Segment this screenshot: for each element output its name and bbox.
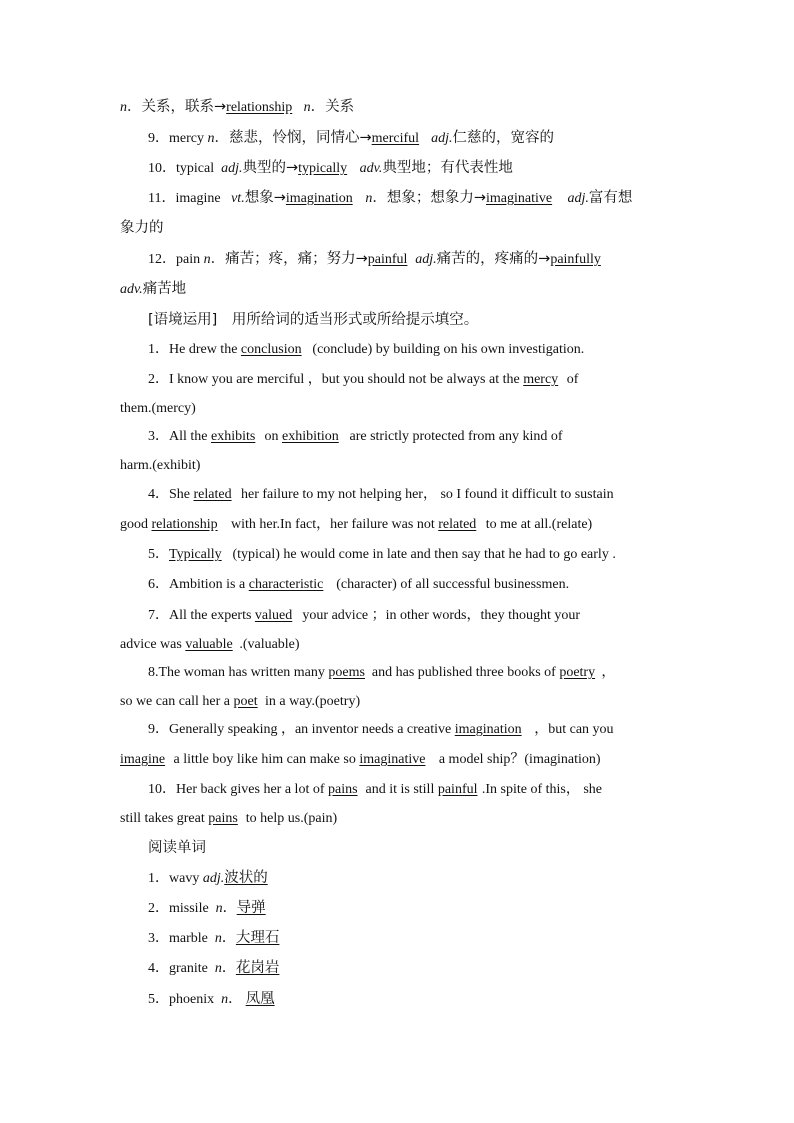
answer-blank: 大理石 bbox=[235, 930, 280, 946]
sentence-text: of bbox=[566, 372, 579, 387]
headword: wavy bbox=[169, 871, 200, 886]
sentence-text: Generally speaking ，an inventor needs a creative bbox=[169, 722, 452, 737]
sentence-text: She bbox=[169, 487, 190, 502]
sentence-4 bbox=[148, 485, 614, 505]
sentence-text: and has published three books of bbox=[371, 665, 556, 680]
item-number: 9． bbox=[148, 722, 169, 737]
headword: missile bbox=[169, 901, 209, 916]
item-number: 10． bbox=[148, 161, 176, 176]
answer-blank: typically bbox=[298, 161, 348, 176]
answer-blank: pains bbox=[208, 811, 238, 826]
section-heading-reading: 阅读单词 bbox=[148, 840, 206, 856]
sentence-text: (typical) he would come in late and then say that he had to go early . bbox=[232, 547, 616, 562]
meaning: ．慈悲，怜悯，同情心→ bbox=[214, 130, 372, 146]
reading-item-3 bbox=[148, 928, 279, 949]
sentence-text: Ambition is a bbox=[169, 577, 246, 592]
pos-label: n bbox=[214, 961, 222, 976]
answer-blank: conclusion bbox=[240, 342, 302, 357]
sentence-text: advice was bbox=[120, 637, 182, 652]
answer-blank: poetry bbox=[559, 665, 596, 680]
item-number: 3． bbox=[148, 429, 169, 444]
answer-blank: valuable bbox=[185, 637, 233, 652]
answer-blank: 波状的 bbox=[224, 870, 268, 886]
vocab-item-10 bbox=[148, 158, 513, 179]
sentence-1 bbox=[148, 340, 584, 360]
answer-blank: poems bbox=[328, 665, 365, 680]
sentence-10-continued bbox=[120, 809, 337, 829]
pos-label: n bbox=[303, 100, 311, 115]
item-number: 5． bbox=[148, 992, 169, 1007]
meaning: 想象→ bbox=[244, 190, 286, 206]
meaning: 典型地；有代表性地 bbox=[382, 160, 513, 176]
meaning: 富有想 bbox=[588, 190, 633, 206]
item-number: 8. bbox=[148, 665, 159, 680]
sentence-4-continued bbox=[120, 515, 592, 535]
meaning: ．关系，联系→ bbox=[127, 99, 227, 115]
meaning: ．关系 bbox=[310, 99, 355, 115]
answer-blank: mercy bbox=[523, 372, 559, 387]
vocab-item-9 bbox=[148, 128, 554, 149]
sentence-text: (conclude) by building on his own investigation. bbox=[312, 342, 585, 357]
item-number: 1． bbox=[148, 871, 169, 886]
pos-label: adj. bbox=[202, 871, 225, 886]
reading-item-2 bbox=[148, 898, 266, 919]
answer-blank: imaginative bbox=[359, 752, 426, 767]
pos-label: adj. bbox=[415, 252, 437, 267]
pos-label: n bbox=[207, 131, 215, 146]
sentence-7 bbox=[148, 606, 580, 626]
answer-blank: relationship bbox=[151, 517, 218, 532]
reading-item-1 bbox=[148, 868, 268, 889]
meaning: 仁慈的，宽容的 bbox=[452, 130, 555, 146]
separator: ． bbox=[222, 901, 237, 916]
vocab-item-12 bbox=[148, 249, 620, 270]
sentence-text: and it is still bbox=[365, 782, 435, 797]
sentence-text: your advice ；in other words，they thought your bbox=[302, 608, 581, 623]
sentence-text: ，but can you bbox=[534, 722, 614, 737]
item-number: 9． bbox=[148, 131, 169, 146]
answer-blank: painful bbox=[367, 252, 408, 267]
answer-blank: relationship bbox=[226, 100, 293, 115]
reading-item-4 bbox=[148, 958, 279, 979]
vocab-line-relationship bbox=[120, 97, 354, 118]
sentence-10 bbox=[148, 780, 602, 800]
sentence-text: a model ship？(imagination) bbox=[438, 752, 601, 767]
item-number: 2． bbox=[148, 901, 169, 916]
pos-label: n bbox=[365, 191, 373, 206]
sentence-text: All the bbox=[169, 429, 208, 444]
sentence-text: He drew the bbox=[169, 342, 238, 357]
sentence-text: good bbox=[120, 517, 148, 532]
sentence-text: in a way.(poetry) bbox=[265, 694, 361, 709]
answer-blank: 花岗岩 bbox=[235, 960, 280, 976]
sentence-text: The woman has written many bbox=[158, 665, 325, 680]
meaning: ．想象；想象力→ bbox=[372, 190, 487, 206]
headword: pain bbox=[176, 252, 201, 267]
pos-label: adv. bbox=[359, 161, 383, 176]
sentence-text: with her.In fact，her failure was not bbox=[231, 517, 435, 532]
answer-blank: imagination bbox=[454, 722, 522, 737]
pos-label: adv. bbox=[120, 282, 143, 297]
pos-label: adj. bbox=[221, 161, 243, 176]
sentence-3 bbox=[148, 427, 563, 447]
pos-label: n bbox=[203, 252, 211, 267]
meaning: 典型的→ bbox=[242, 160, 299, 176]
answer-blank: imaginative bbox=[486, 191, 553, 206]
sentence-text: to help us.(pain) bbox=[245, 811, 338, 826]
sentence-text: to me at all.(relate) bbox=[485, 517, 593, 532]
sentence-5 bbox=[148, 545, 616, 565]
sentence-text: .In spite of this， she bbox=[481, 782, 602, 797]
headword: marble bbox=[169, 931, 208, 946]
item-number: 3． bbox=[148, 931, 169, 946]
meaning: ．痛苦；疼，痛；努力→ bbox=[210, 251, 368, 267]
sentence-text: .(valuable) bbox=[239, 637, 300, 652]
reading-item-5 bbox=[148, 989, 275, 1010]
pos-label: n bbox=[215, 901, 223, 916]
item-number: 1． bbox=[148, 342, 169, 357]
headword: granite bbox=[169, 961, 208, 976]
sentence-2-continued: them.(mercy) bbox=[120, 401, 196, 416]
answer-blank: pains bbox=[328, 782, 358, 797]
item-number: 10． bbox=[148, 782, 176, 797]
sentence-7-continued bbox=[120, 635, 300, 655]
meaning: 痛苦的，疼痛的→ bbox=[436, 251, 551, 267]
sentence-text: (character) of all successful businessmen. bbox=[336, 577, 570, 592]
item-number: 12． bbox=[148, 252, 176, 267]
answer-blank: merciful bbox=[371, 131, 420, 146]
sentence-text: ， bbox=[601, 665, 616, 680]
sentence-text: are strictly protected from any kind of bbox=[349, 429, 563, 444]
vocab-item-11 bbox=[148, 188, 632, 209]
answer-blank: related bbox=[438, 517, 477, 532]
answer-blank: related bbox=[193, 487, 232, 502]
sentence-2 bbox=[148, 370, 578, 390]
sentence-3-continued: harm.(exhibit) bbox=[120, 458, 201, 473]
sentence-text: a little boy like him can make so bbox=[173, 752, 356, 767]
sentence-8-continued bbox=[120, 692, 360, 712]
sentence-8 bbox=[148, 663, 615, 683]
headword: typical bbox=[176, 161, 215, 176]
answer-blank: painfully bbox=[550, 252, 601, 267]
sentence-text: on bbox=[264, 429, 279, 444]
pos-label: adj. bbox=[431, 131, 453, 146]
sentence-text: Her back gives her a lot of bbox=[176, 782, 325, 797]
sentence-9-continued bbox=[120, 750, 601, 770]
answer-blank: exhibition bbox=[282, 429, 339, 444]
item-number: 2． bbox=[148, 372, 169, 387]
sentence-text: so we can call her a bbox=[120, 694, 230, 709]
answer-blank: poet bbox=[233, 694, 258, 709]
meaning: 痛苦地 bbox=[142, 281, 187, 297]
item-number: 6． bbox=[148, 577, 169, 592]
answer-blank: Typically bbox=[169, 547, 222, 562]
item-number: 5． bbox=[148, 547, 169, 562]
sentence-text: her failure to my not helping her， so I found it difficult to sustain bbox=[241, 487, 614, 502]
answer-blank: painful bbox=[437, 782, 478, 797]
vocab-item-11-continued: 象力的 bbox=[120, 220, 164, 236]
pos-label: n bbox=[120, 100, 127, 115]
item-number: 7． bbox=[148, 608, 169, 623]
sentence-text: All the experts bbox=[169, 608, 252, 623]
item-number: 11． bbox=[148, 191, 176, 206]
pos-label: vt. bbox=[231, 191, 245, 206]
answer-blank: imagine bbox=[120, 752, 166, 767]
section-heading-context: [语境运用] 用所给词的适当形式或所给提示填空。 bbox=[148, 312, 479, 328]
headword: phoenix bbox=[169, 992, 215, 1007]
answer-blank: valued bbox=[254, 608, 293, 623]
answer-blank: imagination bbox=[285, 191, 353, 206]
sentence-9 bbox=[148, 720, 614, 740]
answer-blank: exhibits bbox=[211, 429, 256, 444]
item-number: 4． bbox=[148, 487, 169, 502]
separator: ． bbox=[228, 992, 243, 1007]
pos-label: n bbox=[214, 931, 222, 946]
answer-blank: 导弹 bbox=[236, 900, 266, 916]
sentence-text: still takes great bbox=[120, 811, 205, 826]
sentence-text: I know you are merciful ，but you should not be always at the bbox=[169, 372, 520, 387]
pos-label: adj. bbox=[567, 191, 589, 206]
pos-label: n bbox=[221, 992, 229, 1007]
separator: ． bbox=[221, 961, 236, 976]
item-number: 4． bbox=[148, 961, 169, 976]
answer-blank: 凤凰 bbox=[245, 991, 275, 1007]
separator: ． bbox=[221, 931, 236, 946]
sentence-6 bbox=[148, 575, 569, 595]
headword: imagine bbox=[175, 191, 221, 206]
vocab-item-12-continued bbox=[120, 279, 186, 300]
answer-blank: characteristic bbox=[248, 577, 324, 592]
headword: mercy bbox=[169, 131, 204, 146]
